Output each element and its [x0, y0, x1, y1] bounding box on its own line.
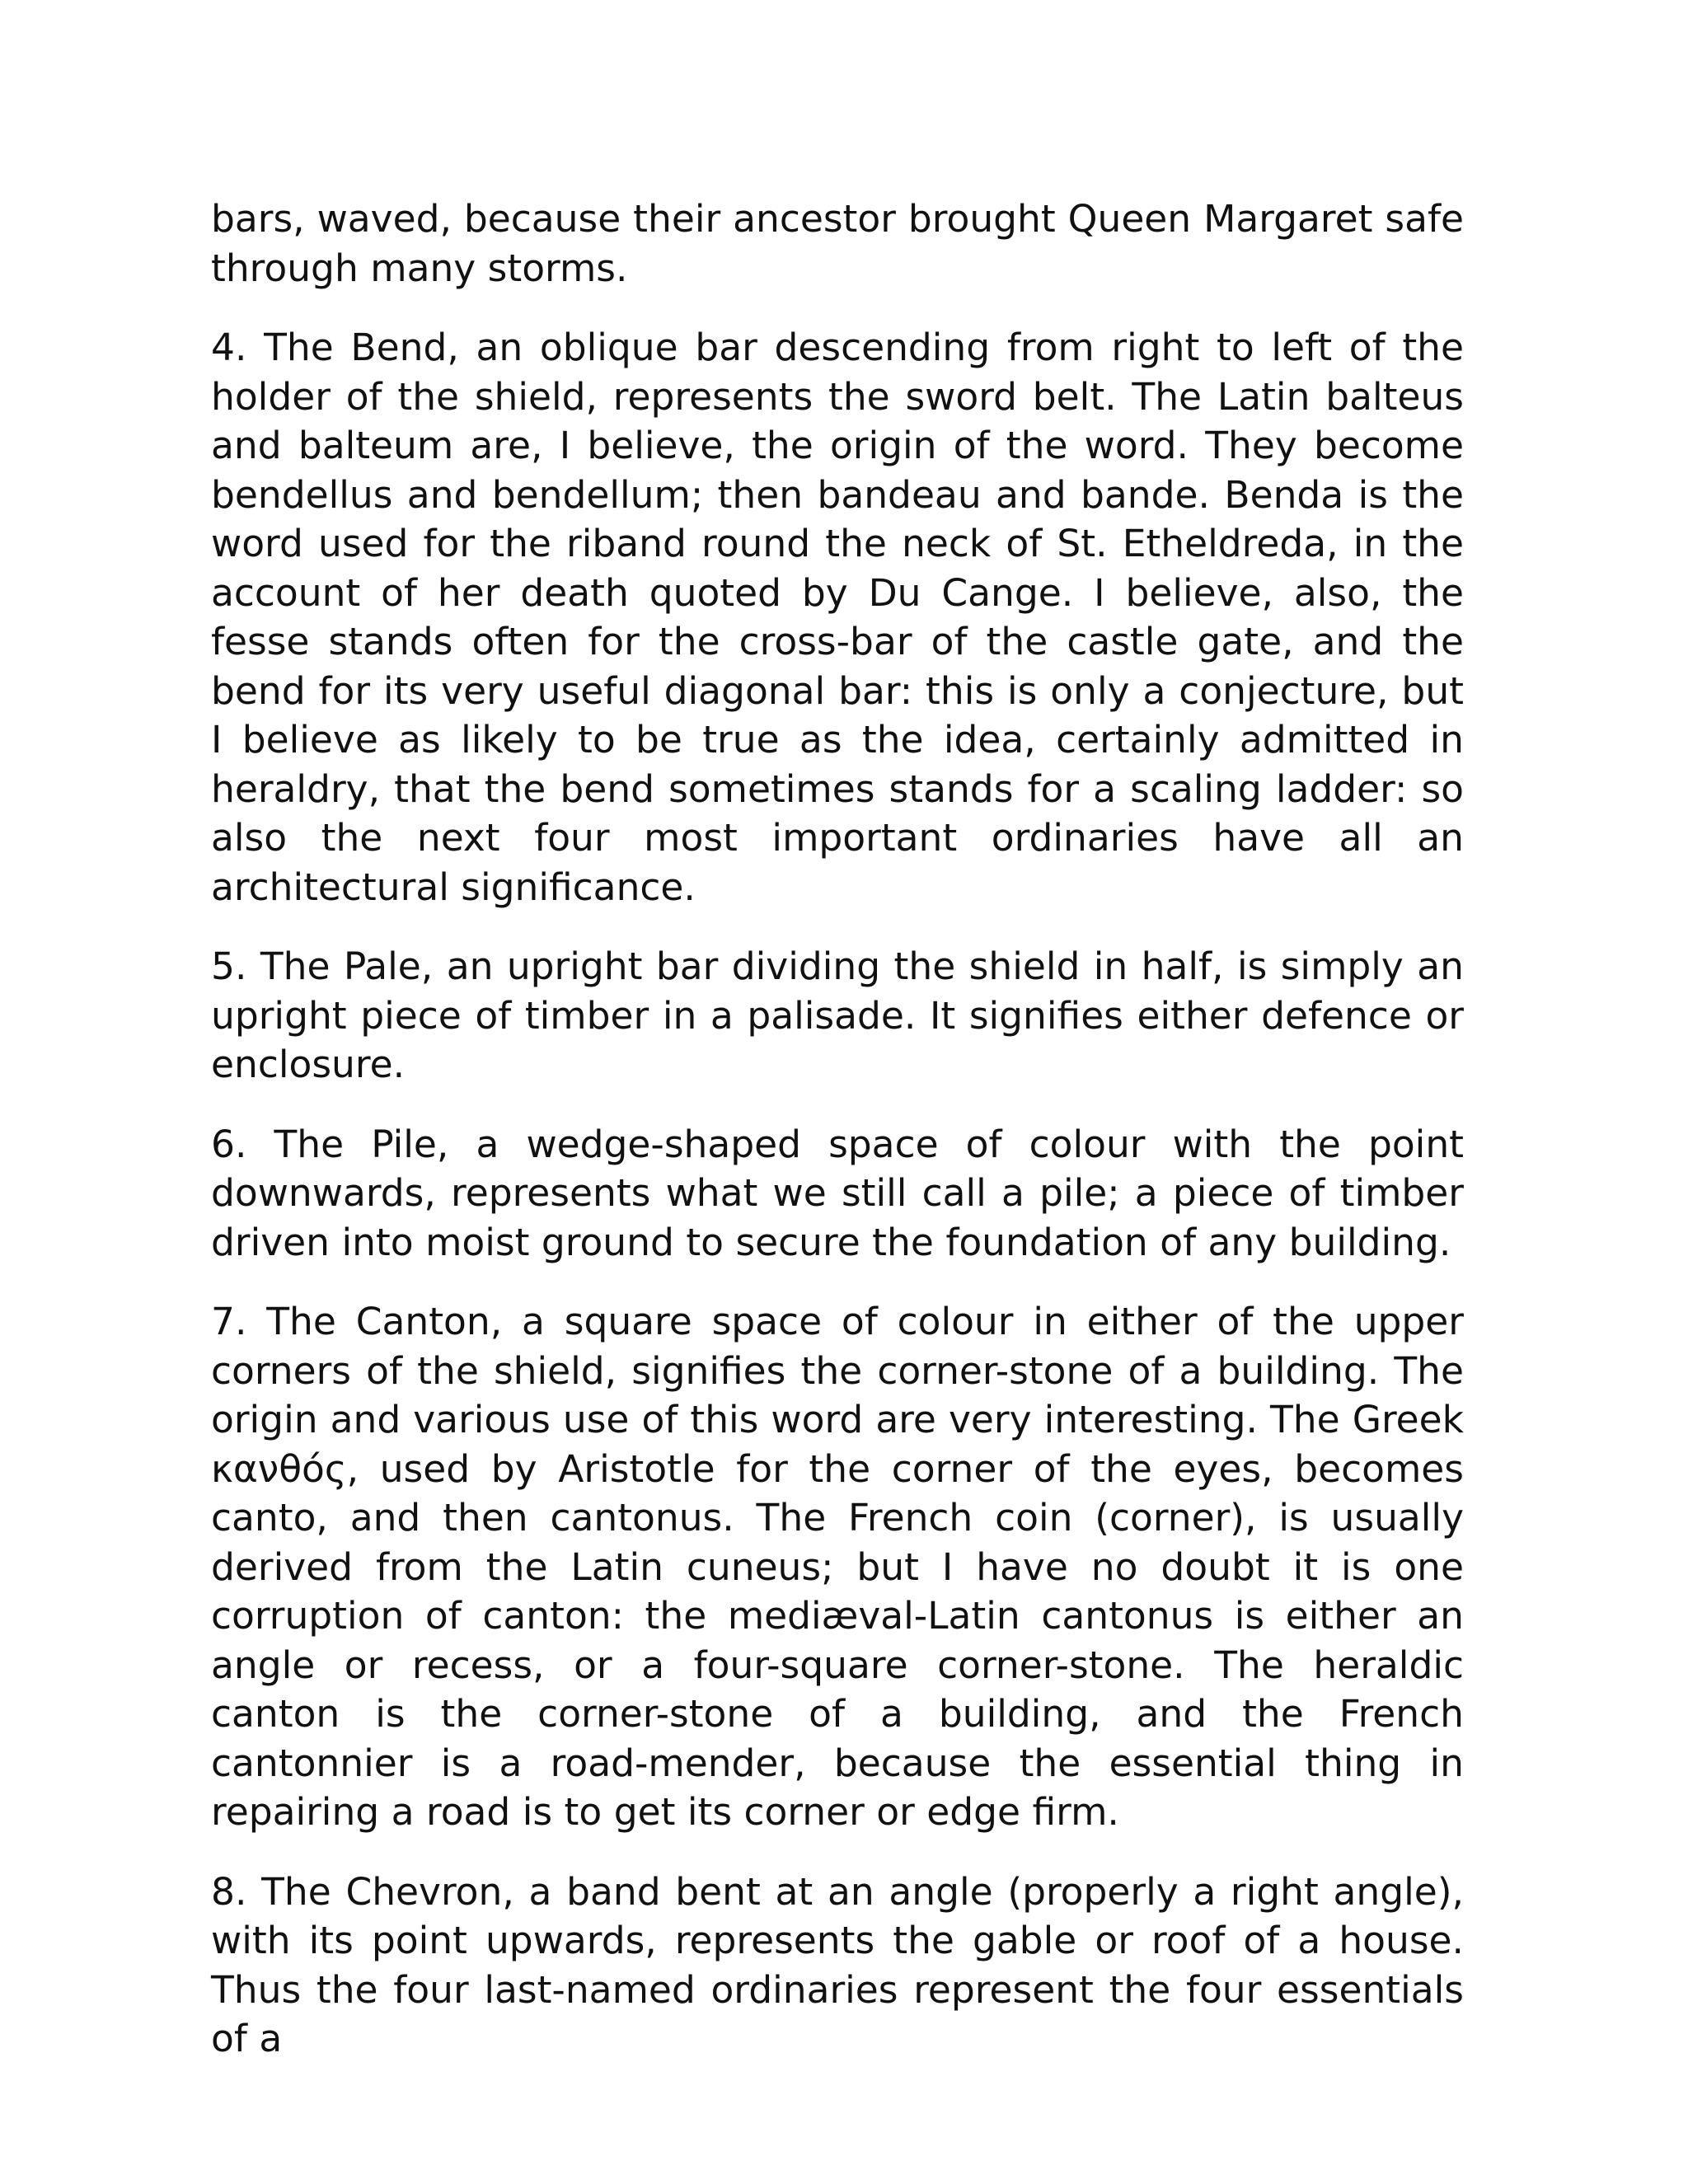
- paragraph-chevron: 8. The Chevron, a band bent at an angle (properly a right angle), with its point upwards, represents the gable or roof of a house. Thus the four last-named ordinaries represent the four essentials of a: [211, 1869, 1464, 2060]
- paragraph-bend: 4. The Bend, an oblique bar descending from right to left of the holder of the shield, represents the sword belt. The Latin balteus and balteum are, I believe, the origin of the word. They become bendellus and bendellum; then bandeau and bande. Benda is the word used for the riband round the neck of St. Etheldreda, in the account of her death quoted by Du Cange. I believe, also, the fesse stands often for the cross-bar of the castle gate, and the bend for its very useful diagonal bar: this is only a conjecture, but I believe as likely to be true as the idea, certainly admitted in heraldry, that the bend sometimes stands for a scaling ladder: so also the next four most important ordinaries have all an architectural significance.: [211, 326, 1464, 909]
- paragraph-canton: 7. The Canton, a square space of colour in either of the upper corners of the shield, signifies the corner-stone of a building. The origin and various use of this word are very interesting. The Greek κανθός, used by Aristotle for the corner of the eyes, becomes canto, and then cantonus. The French coin (corner), is usually derived from the Latin cuneus; but I have no doubt it is one corruption of canton: the mediæval-Latin cantonus is either an angle or recess, or a four-square corner-stone. The heraldic canton is the corner-stone of a building, and the French cantonnier is a road-mender, because the essential thing in repairing a road is to get its corner or edge firm.: [211, 1300, 1464, 1834]
- paragraph-pile: 6. The Pile, a wedge-shaped space of colour with the point downwards, represents what we still call a pile; a piece of timber driven into moist ground to secure the foundation of any building.: [211, 1122, 1464, 1264]
- paragraph-continuation: bars, waved, because their ancestor brought Queen Margaret safe through many storms.: [211, 197, 1464, 290]
- paragraph-pale: 5. The Pale, an upright bar dividing the shield in half, is simply an upright piece of timber in a palisade. It signifies either defence or enclosure.: [211, 944, 1464, 1086]
- document-page: [211, 194, 1464, 2094]
